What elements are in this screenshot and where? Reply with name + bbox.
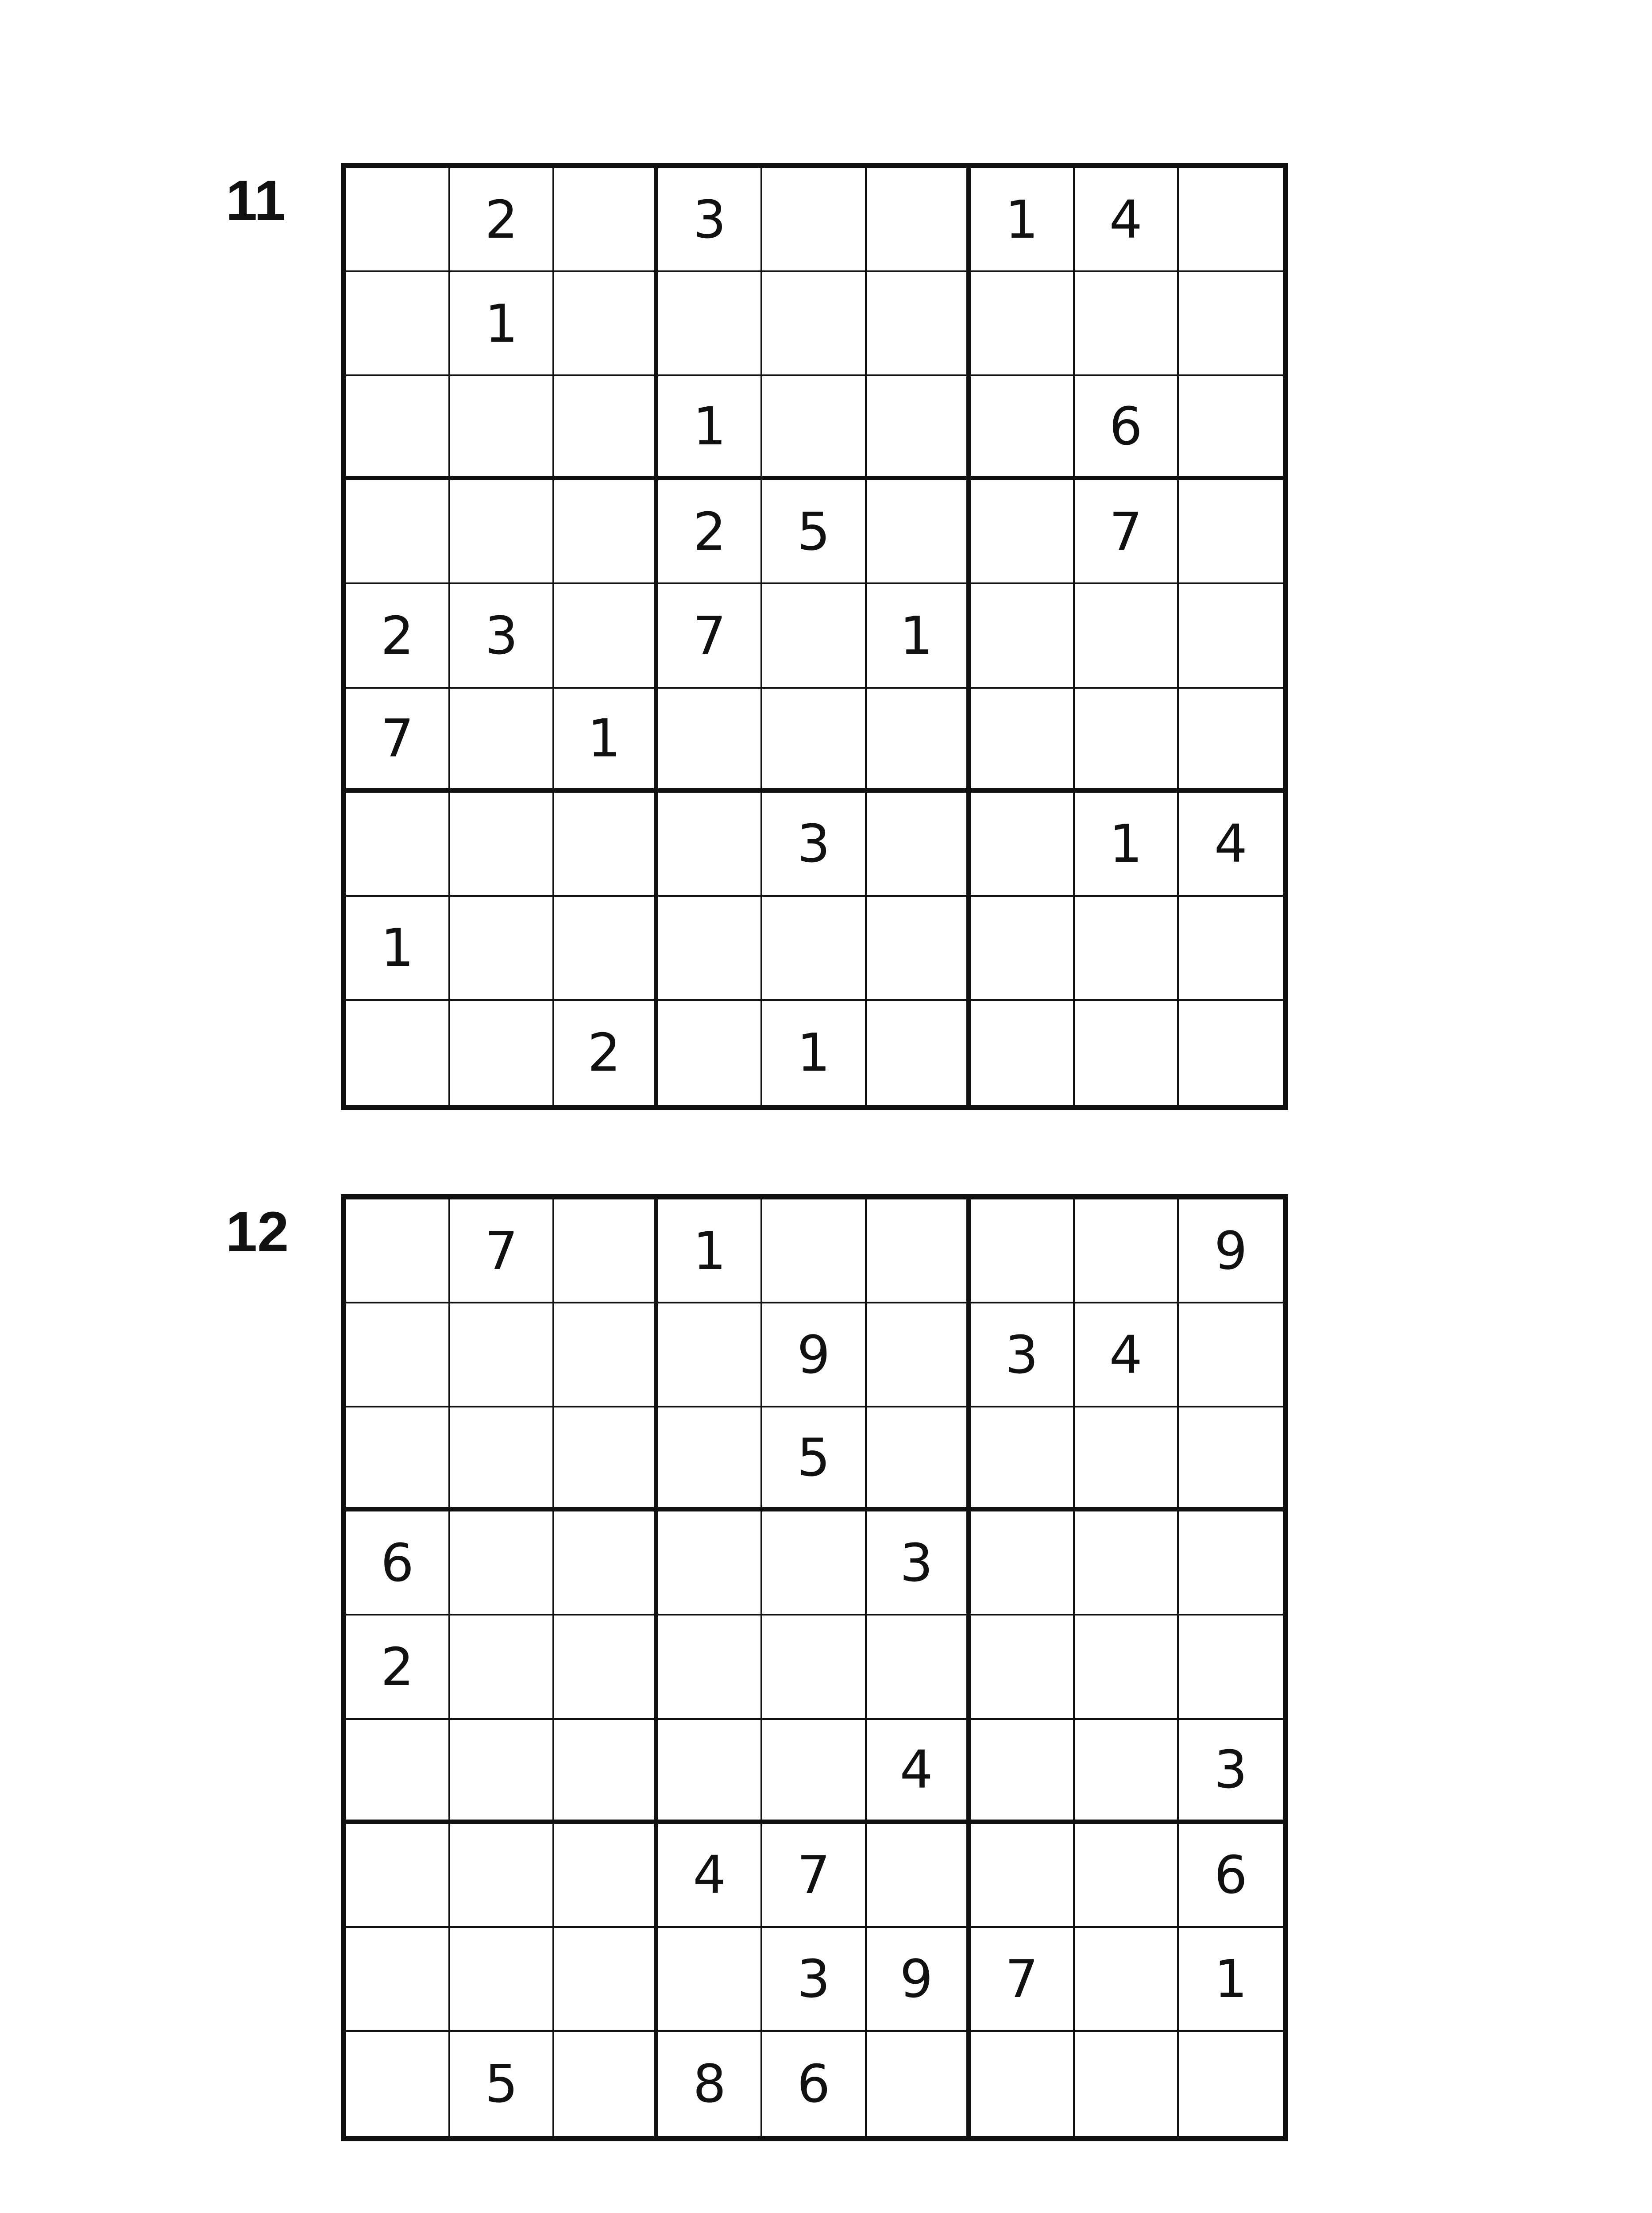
sudoku-cell-r6-c2[interactable] xyxy=(450,689,554,793)
sudoku-cell-r9-c4[interactable] xyxy=(658,1001,762,1105)
sudoku-cell-r5-c1[interactable]: 2 xyxy=(346,1615,450,1720)
sudoku-cell-r3-c2[interactable] xyxy=(450,1407,554,1511)
sudoku-cell-r8-c3[interactable] xyxy=(554,1928,658,2032)
sudoku-cell-r2-c2[interactable] xyxy=(450,1303,554,1407)
sudoku-cell-r5-c5[interactable] xyxy=(762,584,866,688)
sudoku-cell-r1-c8[interactable]: 4 xyxy=(1075,168,1179,272)
sudoku-cell-r8-c8[interactable] xyxy=(1075,1928,1179,2032)
sudoku-cell-r2-c3[interactable] xyxy=(554,1303,658,1407)
puzzle-number: 11 xyxy=(226,169,286,232)
sudoku-cell-r2-c9[interactable] xyxy=(1179,1303,1283,1407)
sudoku-cell-r8-c2[interactable] xyxy=(450,897,554,1001)
sudoku-cell-r4-c6[interactable]: 3 xyxy=(867,1511,971,1615)
sudoku-cell-r2-c4[interactable] xyxy=(658,272,762,376)
sudoku-cell-r1-c8[interactable] xyxy=(1075,1199,1179,1303)
sudoku-cell-r8-c9[interactable]: 1 xyxy=(1179,1928,1283,2032)
sudoku-cell-r5-c8[interactable] xyxy=(1075,1615,1179,1720)
sudoku-cell-r9-c3[interactable] xyxy=(554,2032,658,2136)
sudoku-cell-r1-c4[interactable]: 1 xyxy=(658,1199,762,1303)
sudoku-cell-r1-c1[interactable] xyxy=(346,1199,450,1303)
sudoku-cell-r5-c5[interactable] xyxy=(762,1615,866,1720)
sudoku-cell-r7-c3[interactable] xyxy=(554,793,658,897)
sudoku-cell-r2-c8[interactable] xyxy=(1075,272,1179,376)
sudoku-cell-r8-c5[interactable]: 3 xyxy=(762,1928,866,2032)
sudoku-cell-r8-c6[interactable]: 9 xyxy=(867,1928,971,2032)
sudoku-cell-r9-c9[interactable] xyxy=(1179,2032,1283,2136)
sudoku-cell-r3-c5[interactable] xyxy=(762,376,866,480)
sudoku-cell-r3-c9[interactable] xyxy=(1179,376,1283,480)
sudoku-cell-r7-c7[interactable] xyxy=(971,793,1075,897)
sudoku-cell-r3-c8[interactable] xyxy=(1075,1407,1179,1511)
sudoku-cell-r8-c8[interactable] xyxy=(1075,897,1179,1001)
sudoku-cell-r4-c2[interactable] xyxy=(450,1511,554,1615)
sudoku-cell-r3-c2[interactable] xyxy=(450,376,554,480)
sudoku-cell-r3-c4[interactable]: 1 xyxy=(658,376,762,480)
sudoku-cell-r7-c1[interactable] xyxy=(346,793,450,897)
sudoku-cell-r7-c7[interactable] xyxy=(971,1824,1075,1928)
sudoku-cell-r9-c2[interactable]: 5 xyxy=(450,2032,554,2136)
sudoku-cell-r8-c9[interactable] xyxy=(1179,897,1283,1001)
sudoku-cell-r8-c7[interactable] xyxy=(971,897,1075,1001)
sudoku-cell-r1-c6[interactable] xyxy=(867,168,971,272)
sudoku-cell-r5-c9[interactable] xyxy=(1179,584,1283,688)
sudoku-cell-r3-c6[interactable] xyxy=(867,1407,971,1511)
sudoku-cell-r6-c8[interactable] xyxy=(1075,1720,1179,1824)
sudoku-cell-r7-c3[interactable] xyxy=(554,1824,658,1928)
sudoku-cell-r1-c3[interactable] xyxy=(554,1199,658,1303)
sudoku-cell-r1-c9[interactable]: 9 xyxy=(1179,1199,1283,1303)
sudoku-cell-r1-c7[interactable]: 1 xyxy=(971,168,1075,272)
sudoku-cell-r4-c5[interactable] xyxy=(762,1511,866,1615)
sudoku-cell-r1-c7[interactable] xyxy=(971,1199,1075,1303)
sudoku-cell-r2-c9[interactable] xyxy=(1179,272,1283,376)
sudoku-cell-r6-c4[interactable] xyxy=(658,1720,762,1824)
sudoku-cell-r5-c2[interactable]: 3 xyxy=(450,584,554,688)
sudoku-cell-r4-c3[interactable] xyxy=(554,1511,658,1615)
sudoku-cell-r5-c3[interactable] xyxy=(554,1615,658,1720)
sudoku-cell-r4-c9[interactable] xyxy=(1179,1511,1283,1615)
sudoku-cell-r7-c4[interactable]: 4 xyxy=(658,1824,762,1928)
sudoku-cell-r2-c1[interactable] xyxy=(346,1303,450,1407)
sudoku-cell-r4-c8[interactable]: 7 xyxy=(1075,480,1179,584)
sudoku-grid xyxy=(341,163,1288,1110)
sudoku-cell-r4-c8[interactable] xyxy=(1075,1511,1179,1615)
sudoku-cell-r8-c7[interactable]: 7 xyxy=(971,1928,1075,2032)
sudoku-cell-r3-c5[interactable]: 5 xyxy=(762,1407,866,1511)
sudoku-cell-r5-c6[interactable] xyxy=(867,1615,971,1720)
sudoku-cell-r1-c9[interactable] xyxy=(1179,168,1283,272)
sudoku-cell-r1-c5[interactable] xyxy=(762,1199,866,1303)
sudoku-cell-r2-c7[interactable]: 3 xyxy=(971,1303,1075,1407)
sudoku-cell-r6-c2[interactable] xyxy=(450,1720,554,1824)
sudoku-cell-r9-c6[interactable] xyxy=(867,2032,971,2136)
sudoku-cell-r9-c7[interactable] xyxy=(971,2032,1075,2136)
sudoku-cell-r7-c9[interactable]: 6 xyxy=(1179,1824,1283,1928)
sudoku-cell-r2-c5[interactable]: 9 xyxy=(762,1303,866,1407)
sudoku-cell-r4-c3[interactable] xyxy=(554,480,658,584)
sudoku-cell-r3-c4[interactable] xyxy=(658,1407,762,1511)
sudoku-cell-r9-c1[interactable] xyxy=(346,1001,450,1105)
sudoku-cell-r2-c2[interactable]: 1 xyxy=(450,272,554,376)
sudoku-cell-r7-c2[interactable] xyxy=(450,1824,554,1928)
sudoku-cell-r1-c2[interactable]: 7 xyxy=(450,1199,554,1303)
sudoku-cell-r3-c6[interactable] xyxy=(867,376,971,480)
sudoku-cell-r9-c3[interactable]: 2 xyxy=(554,1001,658,1105)
sudoku-cell-r6-c6[interactable] xyxy=(867,689,971,793)
sudoku-cell-r7-c6[interactable] xyxy=(867,793,971,897)
sudoku-cell-r4-c7[interactable] xyxy=(971,1511,1075,1615)
sudoku-cell-r4-c2[interactable] xyxy=(450,480,554,584)
sudoku-cell-r9-c2[interactable] xyxy=(450,1001,554,1105)
sudoku-cell-r9-c9[interactable] xyxy=(1179,1001,1283,1105)
sudoku-cell-r9-c4[interactable]: 8 xyxy=(658,2032,762,2136)
sudoku-cell-r7-c1[interactable] xyxy=(346,1824,450,1928)
sudoku-cell-r3-c9[interactable] xyxy=(1179,1407,1283,1511)
sudoku-cell-r7-c8[interactable]: 1 xyxy=(1075,793,1179,897)
sudoku-cell-r6-c9[interactable] xyxy=(1179,689,1283,793)
sudoku-cell-r6-c8[interactable] xyxy=(1075,689,1179,793)
sudoku-cell-r7-c9[interactable]: 4 xyxy=(1179,793,1283,897)
sudoku-cell-r7-c5[interactable]: 7 xyxy=(762,1824,866,1928)
sudoku-cell-r2-c6[interactable] xyxy=(867,1303,971,1407)
sudoku-cell-r6-c3[interactable] xyxy=(554,1720,658,1824)
sudoku-cell-r5-c6[interactable]: 1 xyxy=(867,584,971,688)
sudoku-cell-r9-c7[interactable] xyxy=(971,1001,1075,1105)
sudoku-cell-r3-c7[interactable] xyxy=(971,376,1075,480)
sudoku-cell-r9-c5[interactable]: 1 xyxy=(762,1001,866,1105)
sudoku-cell-r6-c7[interactable] xyxy=(971,1720,1075,1824)
sudoku-cell-r2-c6[interactable] xyxy=(867,272,971,376)
sudoku-cell-r3-c3[interactable] xyxy=(554,376,658,480)
sudoku-cell-r9-c8[interactable] xyxy=(1075,1001,1179,1105)
sudoku-cell-r6-c9[interactable]: 3 xyxy=(1179,1720,1283,1824)
sudoku-cell-r1-c6[interactable] xyxy=(867,1199,971,1303)
sudoku-cell-r9-c1[interactable] xyxy=(346,2032,450,2136)
sudoku-cell-r5-c2[interactable] xyxy=(450,1615,554,1720)
sudoku-cell-r8-c5[interactable] xyxy=(762,897,866,1001)
sudoku-cell-r8-c6[interactable] xyxy=(867,897,971,1001)
sudoku-cell-r5-c1[interactable]: 2 xyxy=(346,584,450,688)
sudoku-cell-r2-c7[interactable] xyxy=(971,272,1075,376)
sudoku-cell-r2-c5[interactable] xyxy=(762,272,866,376)
sudoku-cell-r5-c3[interactable] xyxy=(554,584,658,688)
sudoku-cell-r3-c8[interactable]: 6 xyxy=(1075,376,1179,480)
sudoku-cell-r4-c4[interactable]: 2 xyxy=(658,480,762,584)
sudoku-cell-r5-c8[interactable] xyxy=(1075,584,1179,688)
sudoku-cell-r8-c3[interactable] xyxy=(554,897,658,1001)
sudoku-cell-r7-c5[interactable]: 3 xyxy=(762,793,866,897)
sudoku-cell-r7-c2[interactable] xyxy=(450,793,554,897)
sudoku-cell-r1-c3[interactable] xyxy=(554,168,658,272)
sudoku-cell-r8-c1[interactable] xyxy=(346,1928,450,2032)
sudoku-cell-r8-c1[interactable]: 1 xyxy=(346,897,450,1001)
sudoku-cell-r1-c2[interactable]: 2 xyxy=(450,168,554,272)
sudoku-cell-r8-c4[interactable] xyxy=(658,1928,762,2032)
sudoku-cell-r3-c1[interactable] xyxy=(346,1407,450,1511)
sudoku-cell-r8-c2[interactable] xyxy=(450,1928,554,2032)
sudoku-cell-r3-c1[interactable] xyxy=(346,376,450,480)
sudoku-cell-r3-c3[interactable] xyxy=(554,1407,658,1511)
sudoku-cell-r4-c6[interactable] xyxy=(867,480,971,584)
sudoku-cell-r4-c1[interactable] xyxy=(346,480,450,584)
sudoku-cell-r6-c5[interactable] xyxy=(762,689,866,793)
sudoku-cell-r9-c6[interactable] xyxy=(867,1001,971,1105)
sudoku-cell-r2-c4[interactable] xyxy=(658,1303,762,1407)
sudoku-cell-r4-c4[interactable] xyxy=(658,1511,762,1615)
sudoku-cell-r4-c5[interactable]: 5 xyxy=(762,480,866,584)
sudoku-cell-r1-c5[interactable] xyxy=(762,168,866,272)
sudoku-cell-r5-c4[interactable]: 7 xyxy=(658,584,762,688)
sudoku-cell-r6-c1[interactable]: 7 xyxy=(346,689,450,793)
sudoku-cell-r3-c7[interactable] xyxy=(971,1407,1075,1511)
sudoku-cell-r5-c9[interactable] xyxy=(1179,1615,1283,1720)
sudoku-cell-r7-c6[interactable] xyxy=(867,1824,971,1928)
sudoku-cell-r6-c7[interactable] xyxy=(971,689,1075,793)
puzzle-number: 12 xyxy=(226,1200,289,1264)
sudoku-cell-r1-c1[interactable] xyxy=(346,168,450,272)
sudoku-cell-r5-c7[interactable] xyxy=(971,1615,1075,1720)
sudoku-cell-r6-c1[interactable] xyxy=(346,1720,450,1824)
sudoku-cell-r1-c4[interactable]: 3 xyxy=(658,168,762,272)
sudoku-cell-r9-c5[interactable]: 6 xyxy=(762,2032,866,2136)
sudoku-cell-r8-c4[interactable] xyxy=(658,897,762,1001)
sudoku-cell-r4-c9[interactable] xyxy=(1179,480,1283,584)
sudoku-cell-r5-c4[interactable] xyxy=(658,1615,762,1720)
sudoku-cell-r6-c4[interactable] xyxy=(658,689,762,793)
sudoku-cell-r7-c4[interactable] xyxy=(658,793,762,897)
sudoku-grid xyxy=(341,1194,1288,2141)
sudoku-cell-r9-c8[interactable] xyxy=(1075,2032,1179,2136)
sudoku-cell-r4-c7[interactable] xyxy=(971,480,1075,584)
sudoku-cell-r6-c3[interactable]: 1 xyxy=(554,689,658,793)
sudoku-cell-r6-c5[interactable] xyxy=(762,1720,866,1824)
sudoku-cell-r7-c8[interactable] xyxy=(1075,1824,1179,1928)
sudoku-cell-r2-c3[interactable] xyxy=(554,272,658,376)
sudoku-cell-r2-c8[interactable]: 4 xyxy=(1075,1303,1179,1407)
sudoku-cell-r6-c6[interactable]: 4 xyxy=(867,1720,971,1824)
sudoku-cell-r4-c1[interactable]: 6 xyxy=(346,1511,450,1615)
sudoku-cell-r2-c1[interactable] xyxy=(346,272,450,376)
sudoku-cell-r5-c7[interactable] xyxy=(971,584,1075,688)
